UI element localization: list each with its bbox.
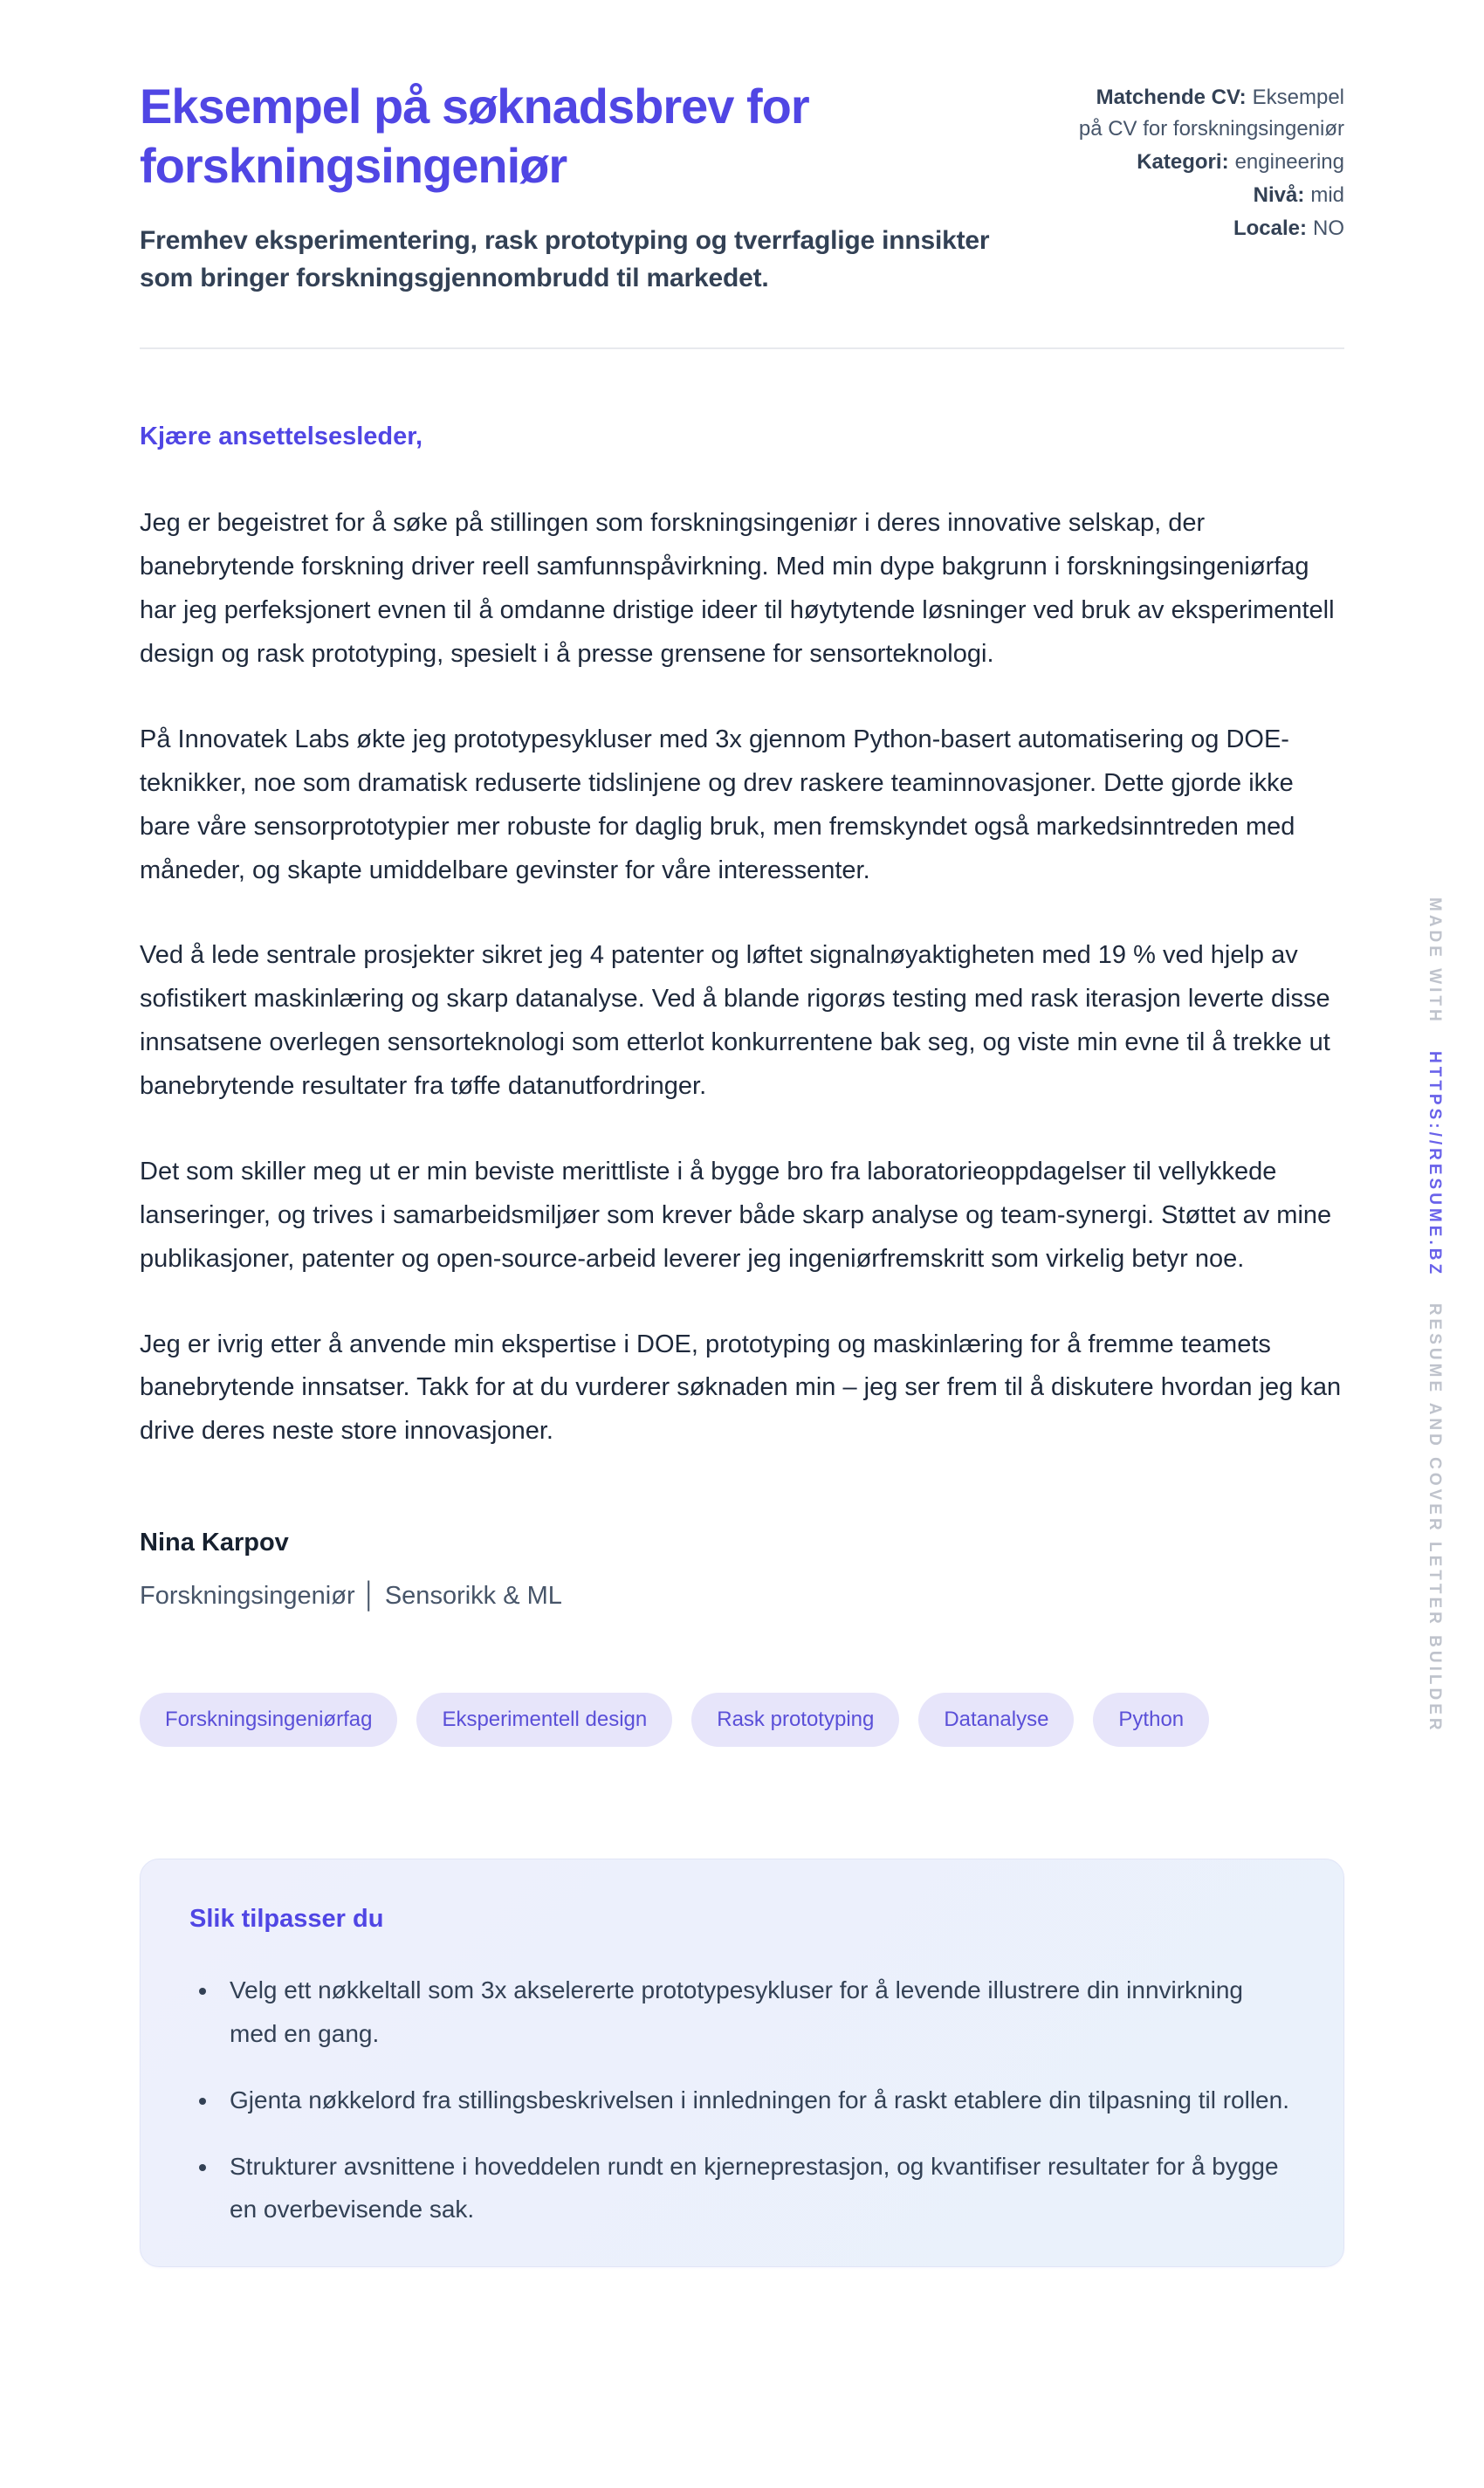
letter-paragraph: Ved å lede sentrale prosjekter sikret jeg 4 patenter og løftet signalnøyaktigheten med 19 % ved hjelp av sofistikert maskinlæring og skarp datanalyse. Ved å blande rigorøs testing med rask iterasjon leverte disse innsatsene overlegen sensorteknologi som etterlot konkurrentene bak seg, og viste min evne til å trekke ut banebrytende resultater fra tøffe datanutfordringer. <box>140 941 1330 1101</box>
page-subtitle: Fremhev eksperimentering, rask prototyping og tverrfaglige innsikter som bringer forskningsgjennombrudd til markedet. <box>140 225 990 292</box>
tip-item: • Gjenta nøkkelord fra stillingsbeskrivelsen i innledningen for å raskt etablere din tilpasning til rollen. <box>219 2079 1295 2122</box>
signature-name: Nina Karpov <box>140 1529 289 1557</box>
skill-tag: Eksperimentell design <box>416 1693 672 1747</box>
meta-label: Locale: <box>1233 216 1307 240</box>
watermark-prefix: MADE WITH <box>1426 897 1444 1025</box>
skill-tag: Datanalyse <box>918 1693 1074 1747</box>
letter-paragraph: Det som skiller meg ut er min beviste merittliste i å bygge bro fra laboratorieoppdagelser til vellykkede lanseringer, og trives i samarbeidsmiljøer som krever både skarp analyse og team-synergi. Støttet av mine publikasjoner, patenter og open-source-arbeid leverer jeg ingeniørfremskritt som virkelig betyr noe. <box>140 1157 1332 1273</box>
page-header <box>140 77 1344 297</box>
tips-title: Slik tilpasser du <box>189 1905 384 1934</box>
meta-value: engineering <box>1234 150 1344 174</box>
tip-item: • Strukturer avsnittene i hoveddelen rundt en kjerneprestasjon, og kvantifiser resultater for å bygge en overbevisende sak. <box>219 2145 1295 2232</box>
header-text-block <box>140 77 1004 297</box>
meta-value: mid <box>1310 183 1344 207</box>
meta-row-matching-cv <box>1072 82 1344 145</box>
skill-tags <box>140 1693 1344 1747</box>
letter-paragraph: På Innovatek Labs økte jeg prototypesykluser med 3x gjennom Python-basert automatisering og DOE-teknikker, noe som dramatisk reduserte tidslinjene og drev raskere teaminnovasjoner. Dette gjorde ikke bare våre sensorprototypier mer robuste for daglig bruk, men fremskyndet også markedsinntreden med måneder, og skapte umiddelbare gevinster for våre interessenter. <box>140 725 1295 884</box>
meta-label: Kategori: <box>1137 150 1229 174</box>
letter-paragraph: Jeg er begeistret for å søke på stillingen som forskningsingeniør i deres innovative selskap, der banebrytende forskning driver reell samfunnspåvirkning. Med min dype bakgrunn i forskningsingeniørfag har jeg perfeksjonert evnen til å omdanne dristige ideer til høytytende løsninger ved bruk av eksperimentell design og rask prototyping, spesielt i å presse grensene for sensorteknologi. <box>140 509 1335 669</box>
signature-role: Forskningsingeniør │ Sensorikk & ML <box>140 1582 562 1611</box>
page-title: Eksempel på søknadsbrev for forskningsingeniør <box>140 79 809 194</box>
skill-tag: Python <box>1093 1693 1209 1747</box>
watermark-link[interactable]: HTTPS://RESUME.BZ <box>1426 1050 1444 1277</box>
meta-row-category <box>1072 147 1344 178</box>
tip-item: • Velg ett nøkkeltall som 3x akselererte prototypesykluser for å levende illustrere din innvirkning med en gang. <box>219 1969 1295 2056</box>
watermark <box>1425 897 1444 1734</box>
matching-cv-link[interactable]: Eksempel på CV for forskningsingeniør <box>1078 86 1344 141</box>
tips-card <box>140 1859 1344 2267</box>
letter-greeting: Kjære ansettelsesleder, <box>140 423 423 451</box>
meta-row-level <box>1072 180 1344 211</box>
watermark-suffix: RESUME AND COVER LETTER BUILDER <box>1426 1302 1444 1734</box>
header-divider <box>140 347 1344 349</box>
meta-panel <box>1072 77 1344 246</box>
meta-row-locale <box>1072 213 1344 244</box>
meta-label: Nivå: <box>1253 183 1305 207</box>
page-container <box>140 0 1344 2267</box>
letter-paragraph: Jeg er ivrig etter å anvende min ekspertise i DOE, prototyping og maskinlæring for å fremme teamets banebrytende innsatser. Takk for at du vurderer søknaden min – jeg ser frem til å diskutere hvordan jeg kan drive deres neste store innovasjoner. <box>140 1330 1342 1446</box>
cover-letter-body <box>140 423 1344 1611</box>
meta-label: Matchende CV: <box>1096 86 1247 109</box>
skill-tag: Rask prototyping <box>691 1693 899 1747</box>
tips-list <box>189 1969 1295 2231</box>
skill-tag: Forskningsingeniørfag <box>140 1693 397 1747</box>
meta-value: NO <box>1313 216 1344 240</box>
